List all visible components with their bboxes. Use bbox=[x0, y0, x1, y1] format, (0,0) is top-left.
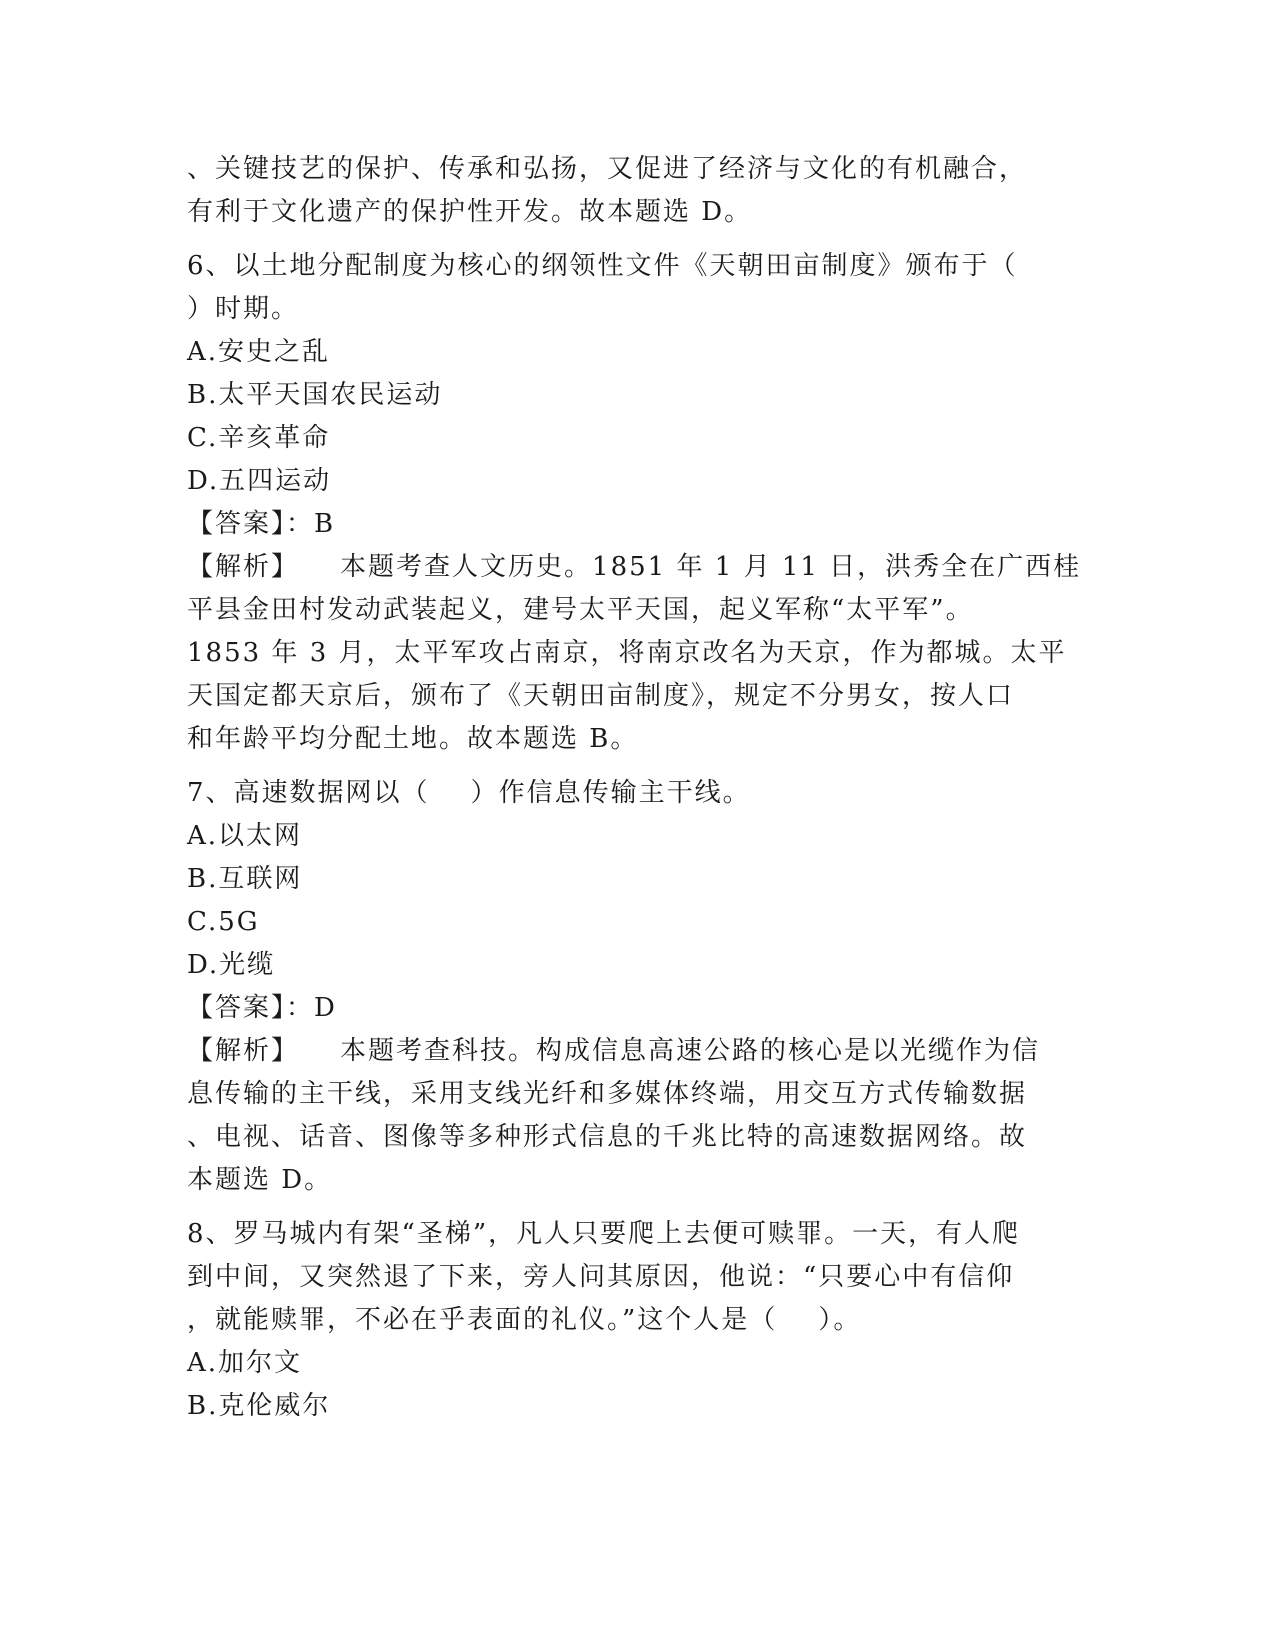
question-6 bbox=[187, 245, 1082, 761]
analysis-line: 和年龄平均分配土地。故本题选 B。 bbox=[187, 724, 639, 754]
document-page bbox=[187, 148, 1082, 1428]
question-stem: 到中间，又突然退了下来，旁人问其原因，他说：“只要心中有信仰 bbox=[187, 1262, 1015, 1292]
option-d: D.光缆 bbox=[187, 950, 276, 980]
analysis-line: 1853 年 3 月，太平军攻占南京，将南京改名为天京，作为都城。太平 bbox=[187, 638, 1067, 668]
question-stem: 6、以土地分配制度为核心的纲领性文件《天朝田亩制度》颁布于（ bbox=[187, 251, 1018, 281]
analysis-line: 息传输的主干线，采用支线光纤和多媒体终端，用交互方式传输数据 bbox=[187, 1079, 1028, 1109]
text-line: 有利于文化遗产的保护性开发。故本题选 D。 bbox=[187, 197, 753, 227]
option-b: B.克伦威尔 bbox=[187, 1391, 331, 1421]
option-c: C.5G bbox=[187, 907, 260, 937]
option-d: D.五四运动 bbox=[187, 466, 332, 496]
option-b: B.互联网 bbox=[187, 864, 303, 894]
option-a: A.安史之乱 bbox=[187, 337, 331, 367]
question-stem: 8、罗马城内有架“圣梯”，凡人只要爬上去便可赎罪。一天，有人爬 bbox=[187, 1219, 1021, 1249]
analysis-line: 【解析】 本题考查人文历史。1851 年 1 月 11 日，洪秀全在广西桂 bbox=[187, 552, 1082, 582]
option-a: A.加尔文 bbox=[187, 1348, 303, 1378]
option-c: C.辛亥革命 bbox=[187, 423, 331, 453]
question-stem: 7、高速数据网以（ ）作信息传输主干线。 bbox=[187, 778, 751, 808]
question-8 bbox=[187, 1213, 1077, 1428]
option-a: A.以太网 bbox=[187, 821, 303, 851]
continuation-text bbox=[187, 148, 1077, 234]
question-7 bbox=[187, 772, 1077, 1202]
analysis-line: 天国定都天京后，颁布了《天朝田亩制度》，规定不分男女，按人口 bbox=[187, 681, 1015, 711]
analysis-line: 【解析】 本题考查科技。构成信息高速公路的核心是以光缆作为信 bbox=[187, 1036, 1041, 1066]
option-b: B.太平天国农民运动 bbox=[187, 380, 443, 410]
question-stem: ）时期。 bbox=[187, 294, 300, 324]
analysis-line: 平县金田村发动武装起义，建号太平天国，起义军称“太平军”。 bbox=[187, 595, 974, 625]
analysis-line: 、电视、话音、图像等多种形式信息的千兆比特的高速数据网络。故 bbox=[187, 1122, 1028, 1152]
text-line: 、关键技艺的保护、传承和弘扬，又促进了经济与文化的有机融合， bbox=[187, 154, 1028, 184]
answer: 【答案】：D bbox=[187, 993, 337, 1023]
answer: 【答案】：B bbox=[187, 509, 336, 539]
question-stem: ，就能赎罪，不必在乎表面的礼仪。”这个人是（ ）。 bbox=[187, 1305, 862, 1335]
analysis-line: 本题选 D。 bbox=[187, 1165, 333, 1195]
